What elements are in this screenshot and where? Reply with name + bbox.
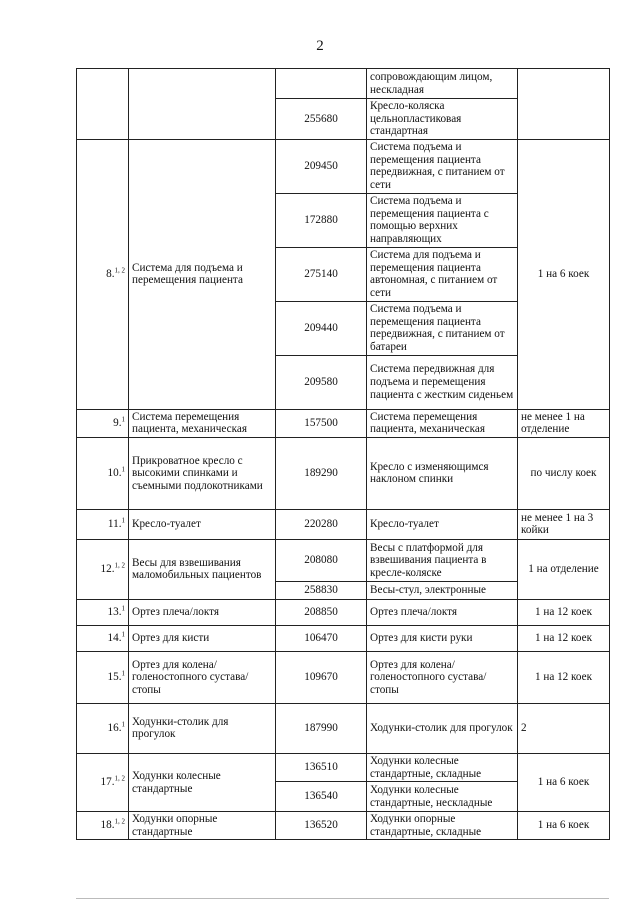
desc-cell: Система передвижная для подъема и перемещения пациента с жестким сиденьем — [367, 355, 518, 409]
name-cell: Ортез для колена/голеностопного сустава/стопы — [129, 651, 276, 703]
name-cell: Ходунки опорные стандартные — [129, 812, 276, 840]
qty-cell: не менее 1 на 3 койки — [518, 509, 610, 539]
table-row — [77, 703, 610, 753]
code-cell: 157500 — [276, 409, 367, 437]
code-cell: 209580 — [276, 355, 367, 409]
qty-cell: 1 на 6 коек — [518, 812, 610, 840]
name-cell: Ходунки-столик для прогулок — [129, 703, 276, 753]
code-cell — [276, 69, 367, 99]
qty-cell: 1 на 12 коек — [518, 625, 610, 651]
table-row — [77, 753, 610, 781]
num-cell: 11.$^1$ — [77, 509, 129, 539]
qty-cell: 2 — [518, 703, 610, 753]
name-cell: Весы для взвешивания маломобильных пациентов — [129, 539, 276, 599]
qty-cell: 1 на отделение — [518, 539, 610, 599]
table-row — [77, 599, 610, 625]
code-cell: 172880 — [276, 193, 367, 247]
page-bottom-divider — [76, 898, 609, 899]
desc-cell: Ортез для кисти руки — [367, 625, 518, 651]
name-cell: Прикроватное кресло с высокими спинками и съемными подлокотниками — [129, 437, 276, 509]
qty-cell — [518, 69, 610, 140]
name-cell: Кресло-туалет — [129, 509, 276, 539]
desc-cell: Ходунки колесные стандартные, нескладные — [367, 782, 518, 812]
code-cell: 255680 — [276, 99, 367, 140]
qty-cell: 1 на 6 коек — [518, 753, 610, 811]
qty-cell: по числу коек — [518, 437, 610, 509]
equipment-table — [76, 68, 610, 840]
qty-cell: 1 на 12 коек — [518, 651, 610, 703]
table-row — [77, 409, 610, 437]
code-cell: 136510 — [276, 753, 367, 781]
desc-cell: Система перемещения пациента, механическая — [367, 409, 518, 437]
num-cell: 18.$^{1, 2}$ — [77, 812, 129, 840]
num-cell: 13.$^1$ — [77, 599, 129, 625]
code-cell: 209450 — [276, 139, 367, 193]
num-cell: 8.$^{1, 2}$ — [77, 139, 129, 409]
num-cell — [77, 69, 129, 140]
code-cell: 187990 — [276, 703, 367, 753]
desc-cell: сопровождающим лицом, нескладная — [367, 69, 518, 99]
desc-cell: Кресло-туалет — [367, 509, 518, 539]
desc-cell: Кресло-коляска цельнопластиковая стандартная — [367, 99, 518, 140]
table-row — [77, 69, 610, 99]
name-cell: Система для подъема и перемещения пациента — [129, 139, 276, 409]
name-cell: Ортез плеча/локтя — [129, 599, 276, 625]
table-row — [77, 509, 610, 539]
desc-cell: Система подъема и перемещения пациента с помощью верхних направляющих — [367, 193, 518, 247]
desc-cell: Система подъема и перемещения пациента передвижная, с питанием от сети — [367, 139, 518, 193]
num-cell: 17.$^{1, 2}$ — [77, 753, 129, 811]
desc-cell: Ходунки колесные стандартные, складные — [367, 753, 518, 781]
code-cell: 189290 — [276, 437, 367, 509]
code-cell: 109670 — [276, 651, 367, 703]
code-cell: 220280 — [276, 509, 367, 539]
name-cell: Ходунки колесные стандартные — [129, 753, 276, 811]
desc-cell: Система для подъема и перемещения пациента автономная, с питанием от сети — [367, 247, 518, 301]
desc-cell: Весы с платформой для взвешивания пациента в кресле-коляске — [367, 539, 518, 581]
desc-cell: Ортез плеча/локтя — [367, 599, 518, 625]
name-cell: Система перемещения пациента, механическая — [129, 409, 276, 437]
num-cell: 10.$^1$ — [77, 437, 129, 509]
num-cell: 12.$^{1, 2}$ — [77, 539, 129, 599]
code-cell: 275140 — [276, 247, 367, 301]
page-number: 2 — [316, 38, 324, 54]
num-cell: 15.$^1$ — [77, 651, 129, 703]
qty-cell: 1 на 12 коек — [518, 599, 610, 625]
table-row — [77, 651, 610, 703]
table-row — [77, 812, 610, 840]
name-cell: Ортез для кисти — [129, 625, 276, 651]
code-cell: 106470 — [276, 625, 367, 651]
code-cell: 209440 — [276, 301, 367, 355]
code-cell: 208080 — [276, 539, 367, 581]
num-cell: 16.$^1$ — [77, 703, 129, 753]
qty-cell: 1 на 6 коек — [518, 139, 610, 409]
num-cell: 14.$^1$ — [77, 625, 129, 651]
code-cell: 208850 — [276, 599, 367, 625]
table-row — [77, 625, 610, 651]
desc-cell: Ходунки-столик для прогулок — [367, 703, 518, 753]
table-row — [77, 139, 610, 193]
table-row — [77, 437, 610, 509]
num-cell: 9.$^1$ — [77, 409, 129, 437]
desc-cell: Ортез для колена/голеностопного сустава/стопы — [367, 651, 518, 703]
table-row — [77, 539, 610, 581]
name-cell — [129, 69, 276, 140]
code-cell: 136520 — [276, 812, 367, 840]
desc-cell: Кресло с изменяющимся наклоном спинки — [367, 437, 518, 509]
desc-cell: Система подъема и перемещения пациента передвижная, с питанием от батареи — [367, 301, 518, 355]
code-cell: 258830 — [276, 581, 367, 599]
qty-cell: не менее 1 на отделение — [518, 409, 610, 437]
desc-cell: Ходунки опорные стандартные, складные — [367, 812, 518, 840]
code-cell: 136540 — [276, 782, 367, 812]
desc-cell: Весы-стул, электронные — [367, 581, 518, 599]
